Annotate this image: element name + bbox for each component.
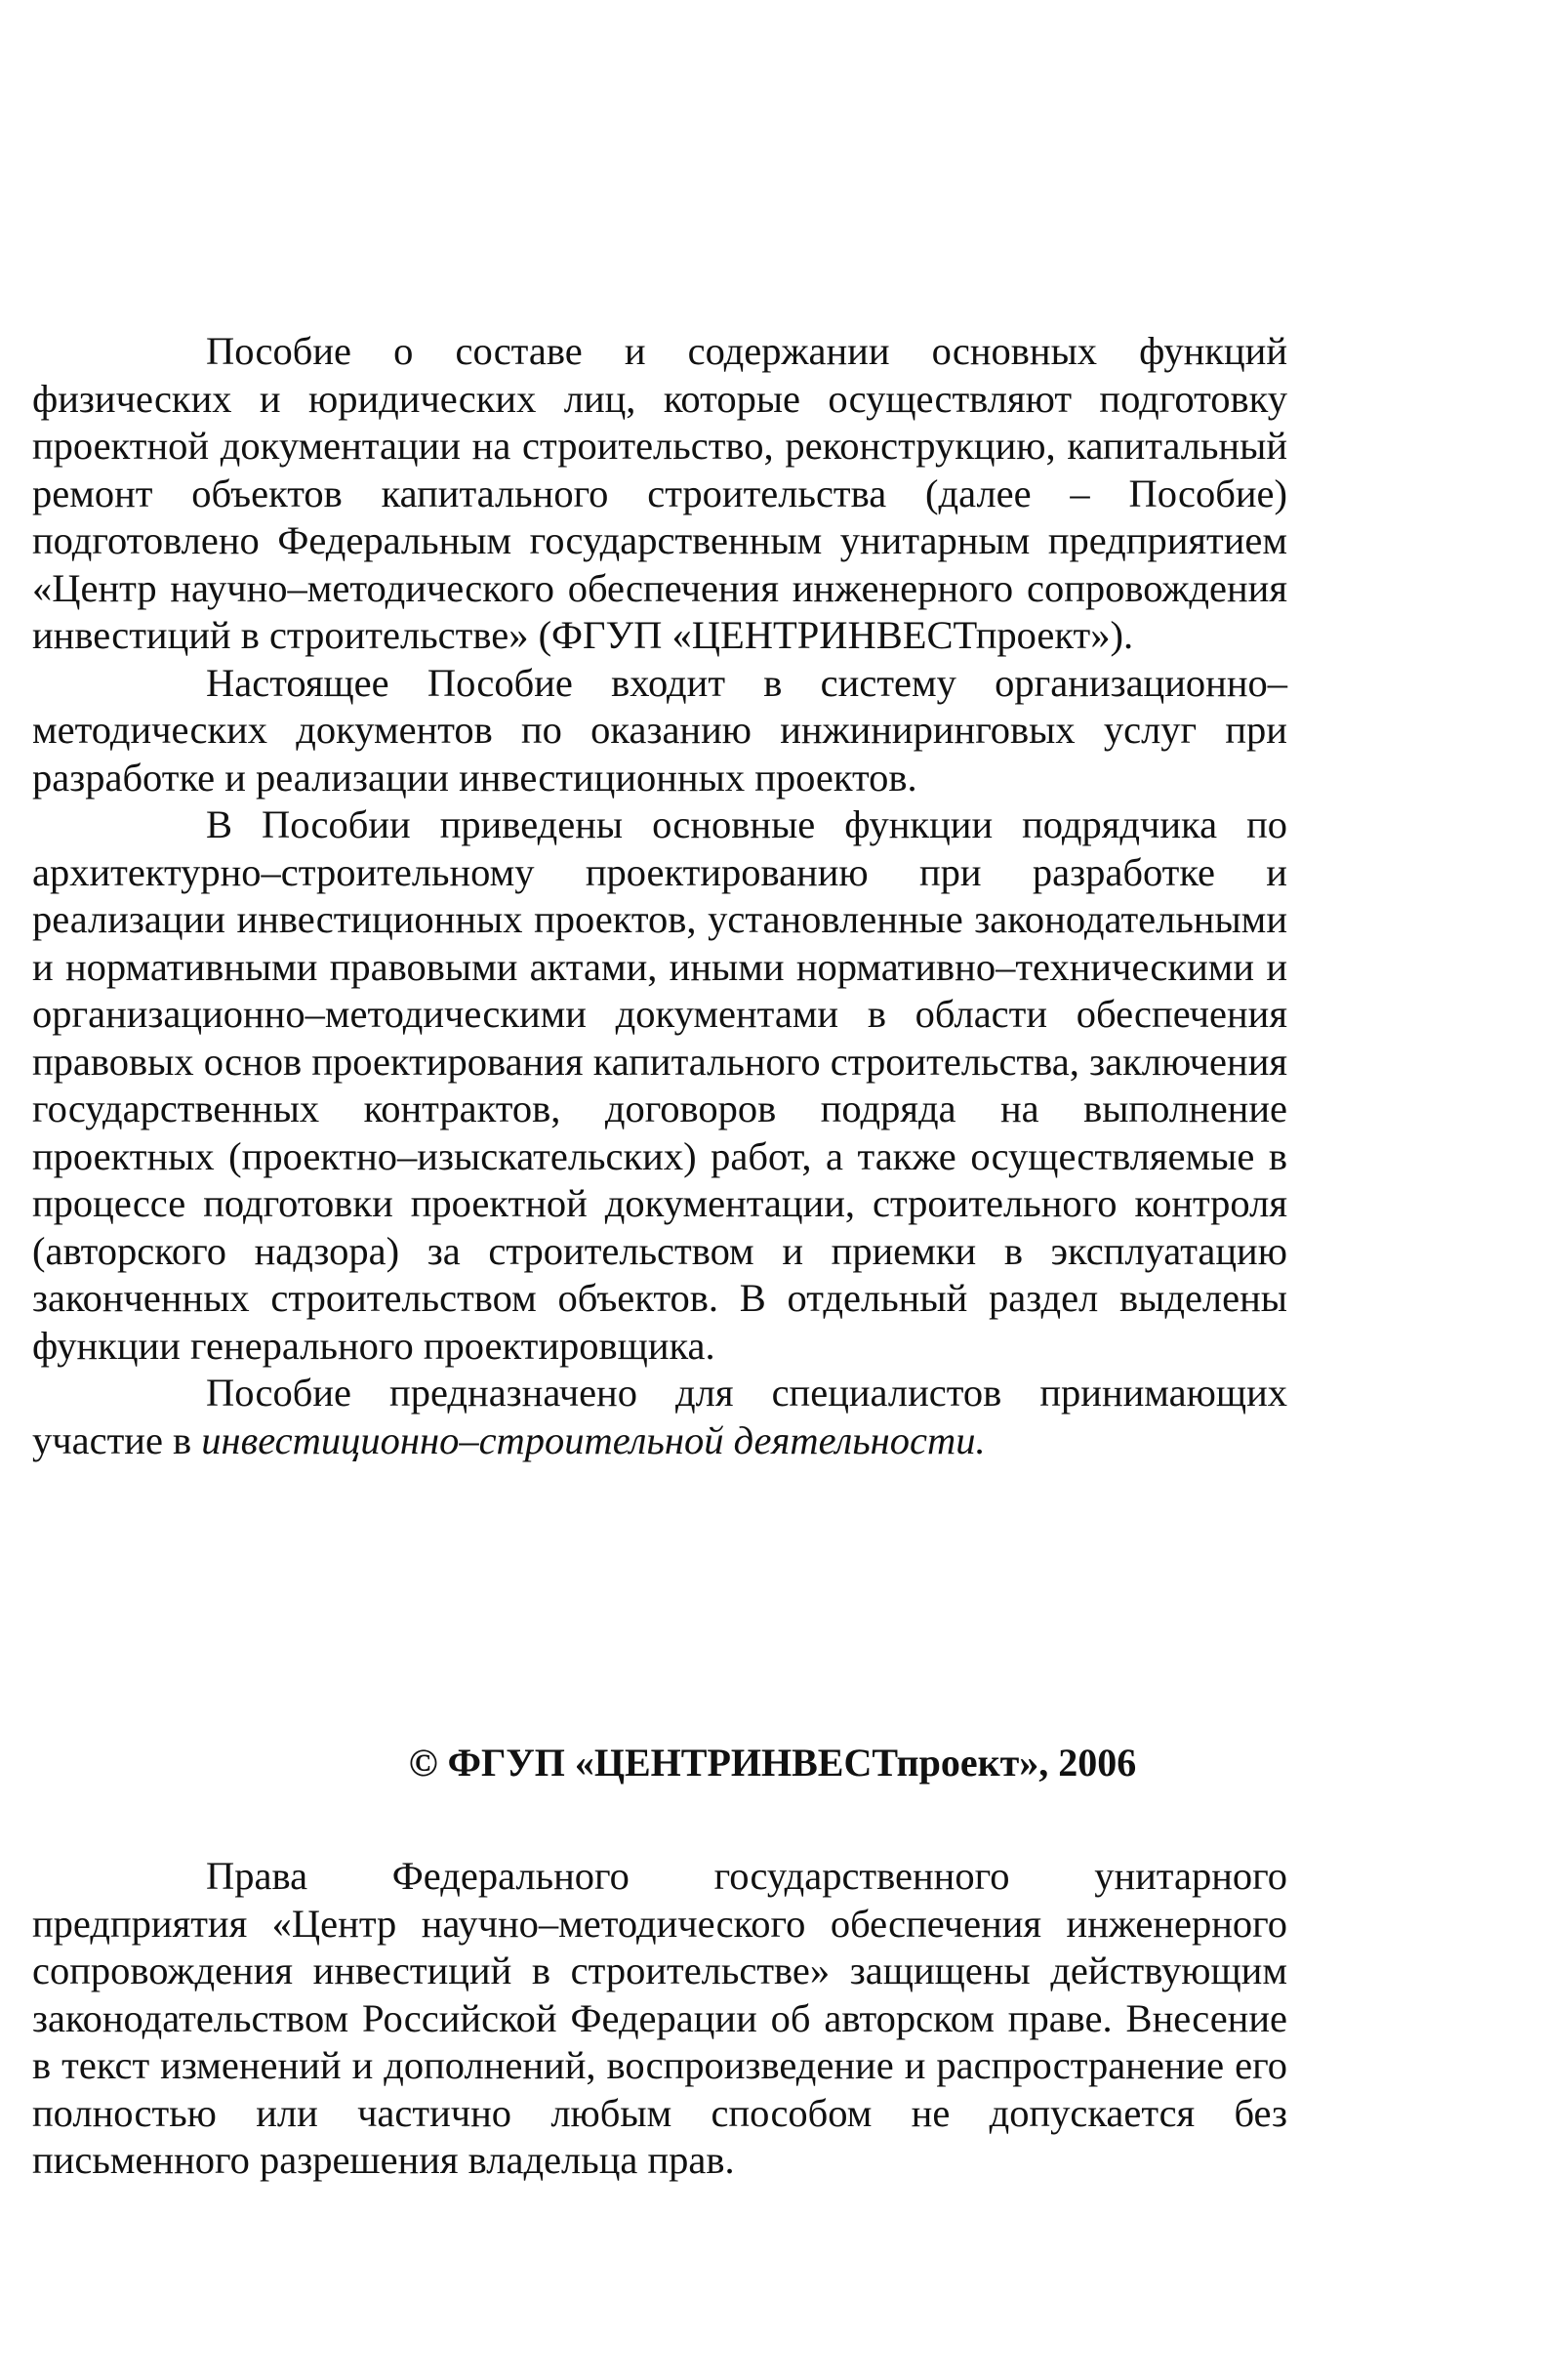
rights-text-block	[32, 1853, 1287, 2185]
intro-text-block	[32, 328, 1287, 1464]
paragraph-functions: В Пособии приведены основные функции подрядчика по архитектурно–строительному проектированию при разработке и реализации инвестиционных проектов, установленные законодательными и нормативными правовыми актами, иными нормативно–техническими и организационно–методическими документами в области обеспечения правовых основ проектирования капитального строительства, заключения государственных контрактов, договоров подряда на выполнение проектных (проектно–изыскательских) работ, а также осуществляемые в процессе подготовки проектной документации, строительного контроля (авторского надзора) за строительством и приемки в эксплуатацию законченных строительством объектов. В отдельный раздел выделены функции генерального проектировщика.	[32, 802, 1287, 1368]
paragraph-system: Настоящее Пособие входит в систему организационно–методических документов по оказанию инжиниринговых услуг при разработке и реализации инвестиционных проектов.	[32, 660, 1287, 800]
paragraph-audience	[32, 1370, 1287, 1464]
copyright-heading: © ФГУП «ЦЕНТРИНВЕСТпроект», 2006	[408, 1741, 1137, 1785]
rights-notice: Права Федерального государственного унитарного предприятия «Центр научно–методического обеспечения инженерного сопровождения инвестиций в строительстве» защищены действующим законодательством Российской Федерации об авторском праве. Внесение в текст изменений и дополнений, воспроизведение и распространение его полностью или частично любым способом не допускается без письменного разрешения владельца прав.	[32, 1854, 1287, 2182]
audience-text: Пособие предназначено для специалистов принимающих участие в	[32, 1371, 1287, 1462]
audience-italic-text: инвестиционно–строительной деятельности.	[201, 1417, 986, 1462]
paragraph-preparation: Пособие о составе и содержании основных функций физических и юридических лиц, которые осуществляют подготовку проектной документации на строительство, реконструкцию, капитальный ремонт объектов капитального строительства (далее – Пособие) подготовлено Федеральным государственным унитарным предприятием «Центр научно–методического обеспечения инженерного сопровождения инвестиций в строительстве» (ФГУП «ЦЕНТРИНВЕСТпроект»).	[32, 329, 1287, 657]
